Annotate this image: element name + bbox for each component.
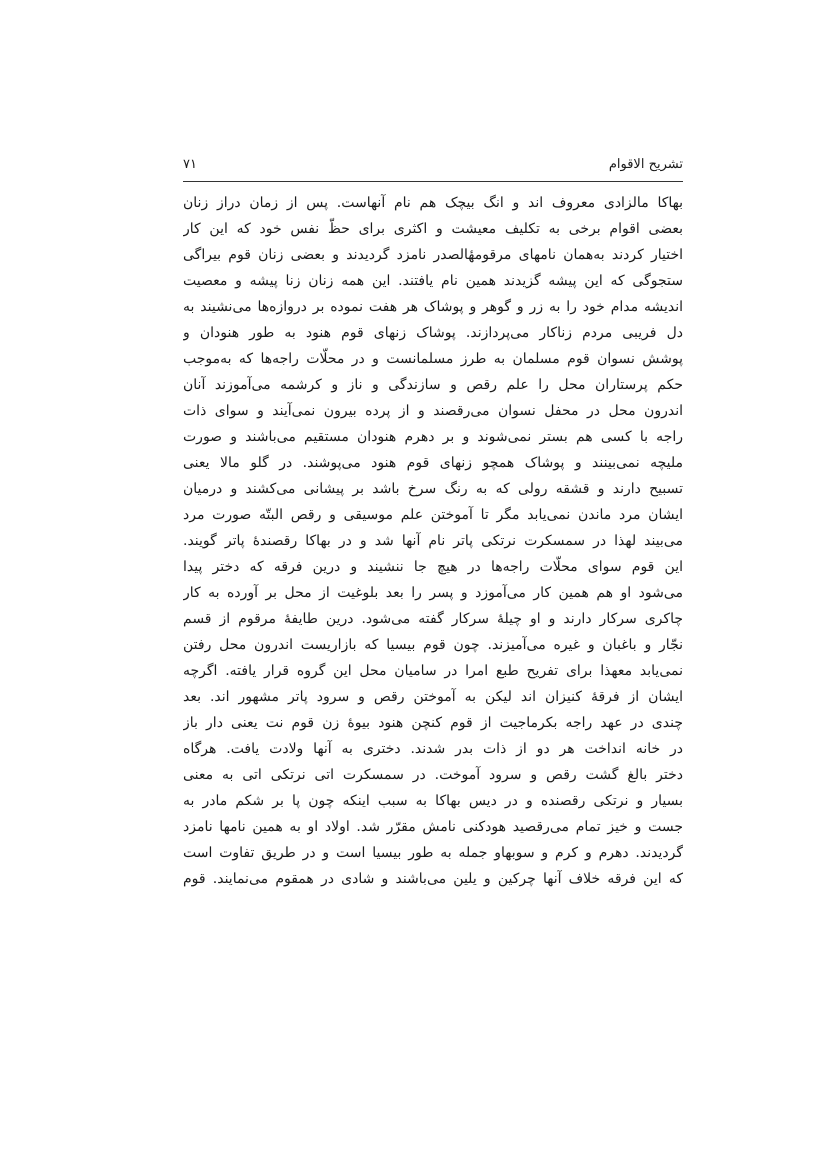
running-title: تشریح الاقوام [608,157,683,172]
text-line: ستجوگی که این پیشه گزیدند همین نام یافتند. این همه زنان زنا پیشه و معصیت [183,273,683,289]
text-line: که این فرقه خلاف آنها چرکین و یلین می‌باشند و شادی در همقوم می‌نمایند. قوم [183,871,683,887]
text-line: گردیدند. دهرم و کرم و سوبهاو جمله به طور بیسیا است و در طریق تفاوت است [183,845,683,861]
body-text [183,190,683,892]
text-line: پوشش نسوان قوم مسلمان به طرز مسلمانست و در محلّات راجه‌ها که به‌موجب [183,351,683,367]
text-line: بعضی اقوام برخی به تکلیف معیشت و اکثری برای حظّ نفس خود که این کار [183,221,683,237]
text-line: در خانه انداخت هر دو از ذات بدر شدند. دختری به آنها ولادت یافت. هرگاه [183,741,683,757]
text-line: چاکری سرکار دارند و او چیلهٔ سرکار گفته می‌شود. درین طایفهٔ مرقوم از قسم [183,611,683,627]
header-rule [183,181,683,182]
text-line: می‌شود او هم همین کار می‌آموزد و پسر را بعد بلوغیت از محل بر آورده به کار [183,585,683,601]
page-number: ۷۱ [183,157,197,172]
text-line: اندرون محل در محفل نسوان می‌رقصند و از پرده بیرون نمی‌آیند و سوای ذات [183,403,683,419]
text-line: حکم پرستاران محل را علم رقص و سازندگی و ناز و کرشمه می‌آموزند آنان [183,377,683,393]
text-line: دختر بالغ گشت رقص و سرود آموخت. در سمسکرت اتی نرتکی اتی به معنی [183,767,683,783]
text-line: تسبیح دارند و قشقه رولی که به رنگ سرخ باشد بر پیشانی می‌کشند و درمیان [183,481,683,497]
text-line: نجّار و باغبان و غیره می‌آمیزند. چون قوم بیسیا که بازاریست اندرون محل رفتن [183,637,683,653]
text-line: اندیشه مدام خود را به زر و گوهر و پوشاک هر هفت نموده بر دروازه‌ها می‌نشیند به [183,299,683,315]
text-line: راجه با کسی هم بستر نمی‌شوند و بر دهرم هنودان مستقیم می‌باشند و صورت [183,429,683,445]
text-line: بسیار و نرتکی رقصنده و در دیس بهاکا به سبب اینکه چون پا بر شکم مادر به [183,793,683,809]
text-line: ملیچه نمی‌بینند و پوشاک همچو زنهای قوم هنود می‌پوشند. در گلو مالا یعنی [183,455,683,471]
text-line: دل فریبی مردم زناکار می‌پردازند. پوشاک زنهای قوم هنود به طور هنودان و [183,325,683,341]
text-line: جست و خیز تمام می‌رقصید هودکنی نامش مقرّر شد. اولاد او به همین نامها نامزد [183,819,683,835]
text-line: نمی‌یابد معهذا برای تفریح طبع امرا در سامیان محل این گروه قرار یافته. اگرچه [183,663,683,679]
text-line: ایشان مرد ماندن نمی‌یابد مگر تا آموختن علم موسیقی و رقص البتّه صورت مرد [183,507,683,523]
text-line: این قوم سوای محلّات راجه‌ها در هیچ جا ننشیند و درین فرقه که دختر پیدا [183,559,683,575]
text-line: می‌بیند لهذا در سمسکرت نرتکی پاتر نام آنها شد و در بهاکا رقصندهٔ پاتر گویند. [183,533,683,549]
text-line: چندی در عهد راجه بکرماجیت از قوم کنچن هنود بیوهٔ زن قوم نت یعنی دار باز [183,715,683,731]
text-line: ایشان از فرقهٔ کنیزان اند لیکن به آموختن رقص و سرود پاتر مشهور اند. بعد [183,689,683,705]
text-line: اختیار کردند به‌همان نامهای مرقومهٔالصدر نامزد گردیدند و بعضی زنان قوم بیراگی [183,247,683,263]
text-line: بهاکا مالزادی معروف اند و انگ بیچک هم نام آنهاست. پس از زمان دراز زنان [183,195,683,211]
running-header [183,153,683,177]
